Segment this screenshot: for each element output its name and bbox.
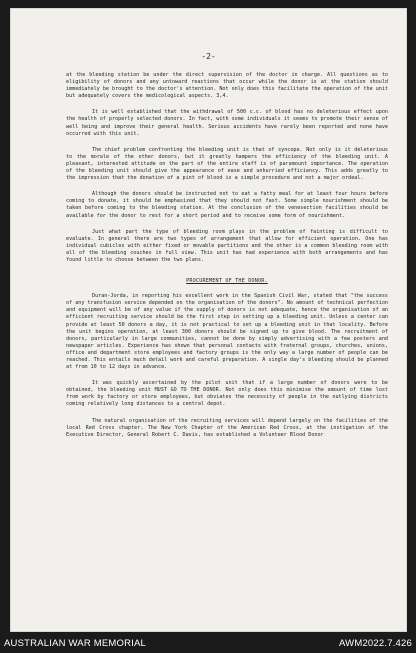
document-page xyxy=(10,8,407,632)
paragraph-go-to-donor: It was quickly ascertained by the pilot unit that if a large number of donors were to be obtained, the bleeding unit MUST GO TO THE DONOR. Not only does this minimise the amount of time lost from work by factory or store employees, but obviates the necessity of people in the outlying districts coming relatively long distances to a central depot. xyxy=(66,380,388,408)
document-body xyxy=(66,72,388,448)
page-number: -2- xyxy=(201,52,216,61)
archive-footer xyxy=(0,634,416,653)
paragraph-red-cross: The natural organisation of the recruiting services will depend largely on the facilities of the local Red Cross chapter. The New York Chapter of the American Red Cross, at the instigation of the Executive Director, General Robert C. Davis, has established a Volunteer Blood Donor xyxy=(66,417,388,438)
footer-institution: AUSTRALIAN WAR MEMORIAL xyxy=(4,638,147,649)
footer-reference: AWM2022.7.426 xyxy=(338,638,412,649)
paragraph-recruitment: Duran-Jorda, in reporting his excellent work in the Spanish Civil War, stated that "the success of any transfusion service depended on the organisation of the donors". No amount of technical perfection and equipment will be of any value if the supply of donors is not adequate, hence the organisation of an efficient recruiting service should be the first step in setting up a bleeding unit. Unless a center can provide at least 50 donors a day, it is not practical to set up a bleeding unit in that locality. Before the unit begins operation, at least 300 donors should be signed up to give blood. The recruitment of donors, particularly in large communities, cannot be done by simply advertising with a few posters and newspaper articles. Experience has shown that personal contacts with fraternal groups, churches, unions, office and department store employees and factory groups is the only way a large number of people can be reached. This entails much detail work and careful preparation. A single day's bleeding should be planned at from 10 to 12 days in advance. xyxy=(66,293,389,371)
paragraph-blood-withdrawal: It is well established that the withdrawal of 500 c.c. of blood has no deleterious effect upon the health of properly selected donors. In fact, with some individuals it seems to promote their sense of well being and improve their general health. Serious accidents have rarely been reported and none have occurred with this unit. xyxy=(66,109,389,137)
section-heading: PROCUREMENT OF THE DONOR. xyxy=(186,278,268,285)
paragraph-bleeding-room: Just what part the type of bleeding room plays in the problem of fainting is difficult to evaluate. In general there are two types of arrangement that allow for efficient operation. One has individual cubicles with either fixed or movable partitions and the other is a common bleeding room with all of the bleeding couches in full view. This unit has had experience with both arrangements and has found little to choose between the two plans. xyxy=(66,228,388,263)
paragraph-supervision: at the bleeding station be under the direct supervision of the doctor in charge. All questions as to eligibility of donors and any untoward reactions that occur while the donor is at the station should immediately be brought to the doctor's attention. Not only does this facilitate the operation of the unit but adequately covers the medicological aspects. 3,4. xyxy=(66,72,389,100)
paragraph-syncope: The chief problem confronting the bleeding unit is that of syncope. Not only is it deleterious to the morale of the other donors, but it greatly hampers the efficiency of the bleeding unit. A pleasant, interested attitude on the part of the entire staff is of paramount importance. The operation of the bleeding unit should give the appearance of ease and unhurried efficiency. This adds greatly to the impression that the donation of a pint of blood is a simple procedure and not a major ordeal. xyxy=(66,146,388,182)
paragraph-nourishment: Although the donors should be instructed not to eat a fatty meal for at least four hours before coming to donate, it should be emphasized that they should not fast. Some simple nourishment should be taken before coming to the bleeding station. At the conclusion of the venesection facilities should be available for the donor to rest for a short period and to receive some form of nourishment. xyxy=(66,191,388,219)
